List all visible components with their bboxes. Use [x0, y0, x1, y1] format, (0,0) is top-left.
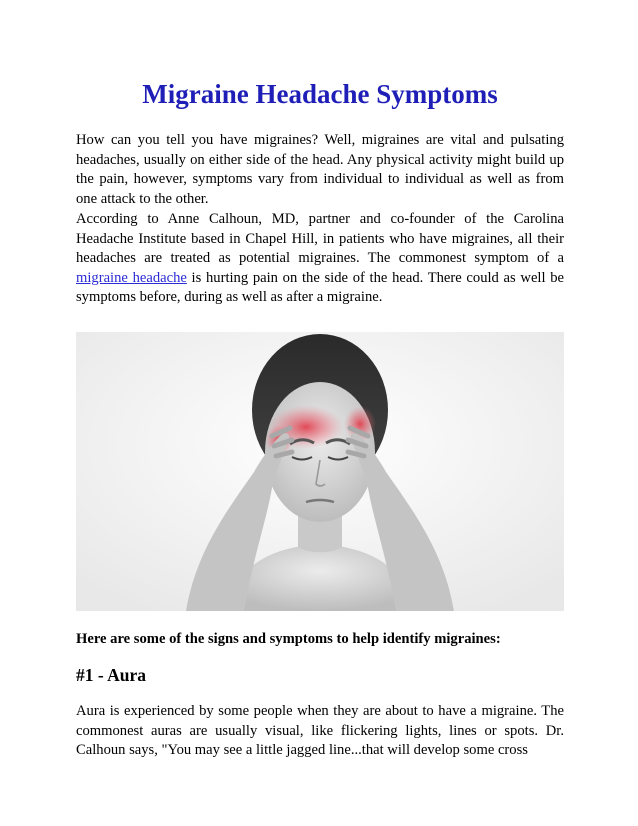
- intro-paragraph: How can you tell you have migraines? Well, migraines are vital and pulsating headaches, usually on either side of the head. Any physical activity might build up the pain, however, symptoms vary from individual to individual as well as from one attack to the other.: [76, 132, 564, 207]
- migraine-woman-photo: [76, 332, 564, 611]
- signs-intro: Here are some of the signs and symptoms to help identify migraines:: [76, 631, 501, 647]
- paragraph-text-before-link: According to Anne Calhoun, MD, partner and co-founder of the Carolina Headache Institute based in Chapel Hill, in patients who have migraines, all their headaches are treated as potential migraines. The commonest symptom of a: [76, 211, 564, 266]
- aura-paragraph: Aura is experienced by some people when they are about to have a migraine. The commonest auras are usually visual, like flickering lights, lines or spots. Dr. Calhoun says, "You may see a little jagged line...that will develop some cross: [76, 703, 564, 758]
- section-heading-aura: #1 - Aura: [76, 665, 146, 685]
- migraine-headache-link[interactable]: migraine headache: [76, 269, 187, 286]
- photo-illustration: [76, 332, 564, 611]
- paragraph-text-after-link: is hurting pain on the side of the head. There could as well be symptoms before, during as well as after a migraine.: [76, 269, 565, 305]
- calhoun-paragraph: [76, 210, 564, 308]
- page-title: Migraine Headache Symptoms: [142, 79, 498, 109]
